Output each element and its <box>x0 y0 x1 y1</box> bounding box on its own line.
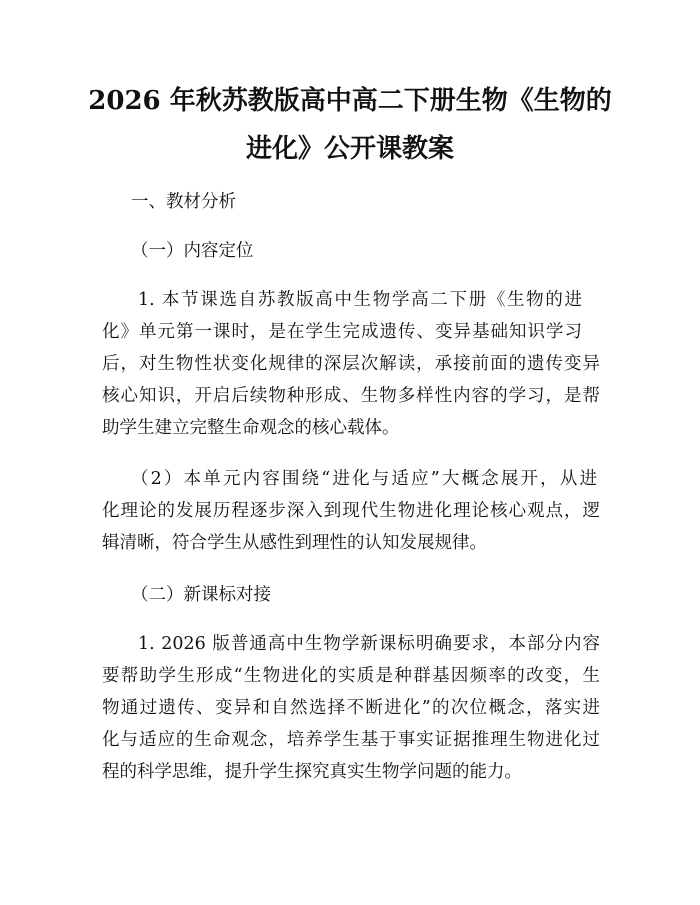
paragraph-2-line-3: 辑清晰，符合学生从感性到理性的认知发展规律。 <box>102 533 487 553</box>
paragraph-1-line-5: 助学生建立完整生命观念的核心载体。 <box>102 418 400 438</box>
paragraph-3-line-1: 1. 2026 版普通高中生物学新课标明确要求，本部分内容 <box>138 634 600 654</box>
section-heading-teaching-material-analysis: 一、教材分析 <box>131 192 236 212</box>
paragraph-1-line-3: 后，对生物性状变化规律的深层次解读，承接前面的遗传变异 <box>102 354 600 374</box>
paragraph-3-line-3: 物通过遗传、变异和自然选择不断进化”的次位概念，落实进 <box>102 698 600 718</box>
paragraph-1-line-2: 化》单元第一课时，是在学生完成遗传、变异基础知识学习 <box>102 322 582 342</box>
paragraph-3-line-5: 程的科学思维，提升学生探究真实生物学问题的能力。 <box>102 762 522 782</box>
paragraph-3-line-4: 化与适应的生命观念，培养学生基于事实证据推理生物进化过 <box>102 730 600 750</box>
paragraph-1-line-4: 核心知识，开启后续物种形成、生物多样性内容的学习，是帮 <box>102 386 600 406</box>
paragraph-2-line-2: 化理论的发展历程逐步深入到现代生物进化理论核心观点，逻 <box>102 501 600 521</box>
paragraph-1-line-1: 1. 本节课选自苏教版高中生物学高二下册《生物的进 <box>138 290 582 310</box>
subsection-heading-new-curriculum-alignment: （二）新课标对接 <box>131 585 271 605</box>
paragraph-3-line-2: 要帮助学生形成“生物进化的实质是种群基因频率的改变，生 <box>102 666 600 686</box>
document-title-line-1: 2026 年秋苏教版高中高二下册生物《生物的 <box>88 86 612 116</box>
subsection-heading-content-positioning: （一）内容定位 <box>131 241 254 261</box>
paragraph-2-line-1: （2）本单元内容围绕“进化与适应”大概念展开，从进 <box>131 469 597 489</box>
document-title-line-2: 进化》公开课教案 <box>245 134 454 164</box>
